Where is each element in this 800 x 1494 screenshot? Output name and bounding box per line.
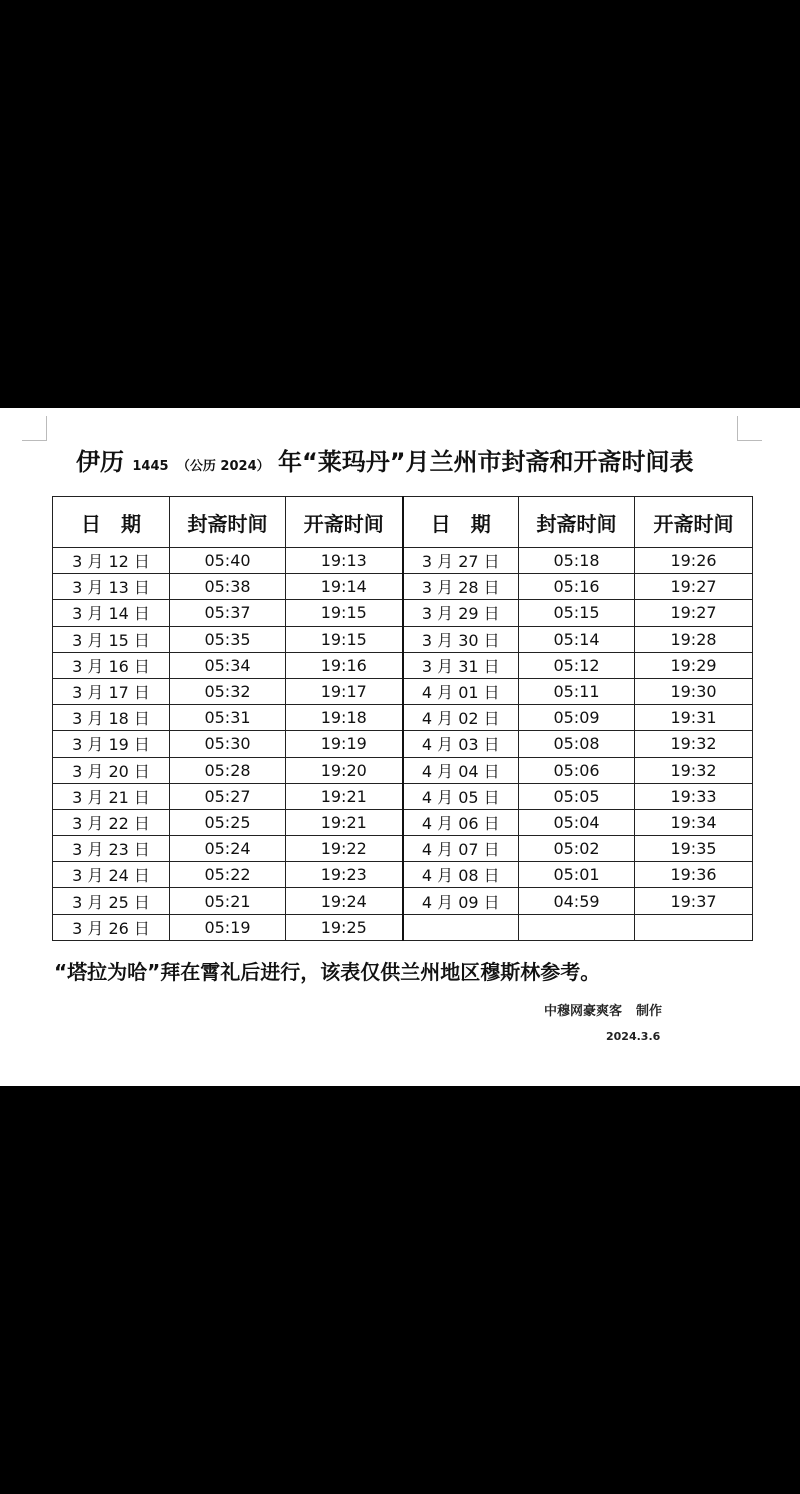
cell-suhoor-time: 05:25: [170, 809, 286, 835]
cell-iftar-time: 19:32: [635, 757, 753, 783]
table-row: [53, 888, 753, 914]
cell-date: 3 月 15 日: [53, 626, 170, 652]
cell-iftar-time: 19:30: [635, 678, 753, 704]
cell-suhoor-time: 05:21: [170, 888, 286, 914]
header-date: 日 期: [403, 497, 519, 548]
cell-suhoor-time: 05:04: [519, 809, 635, 835]
cell-iftar-time: 19:18: [286, 705, 403, 731]
cell-date: 3 月 27 日: [403, 548, 519, 574]
cell-suhoor-time: 05:06: [519, 757, 635, 783]
header-suhoor-time: 封斋时间: [170, 497, 286, 548]
cell-date: 3 月 17 日: [53, 678, 170, 704]
header-iftar-time: 开斋时间: [635, 497, 753, 548]
cell-suhoor-time: 05:28: [170, 757, 286, 783]
cell-iftar-time: 19:22: [286, 836, 403, 862]
cell-suhoor-time: 05:30: [170, 731, 286, 757]
cell-iftar-time: 19:27: [635, 600, 753, 626]
cell-suhoor-time: 04:59: [519, 888, 635, 914]
table-row: [53, 600, 753, 626]
table-row: [53, 678, 753, 704]
cell-suhoor-time: 05:32: [170, 678, 286, 704]
cell-suhoor-time: 05:12: [519, 652, 635, 678]
cell-iftar-time: 19:29: [635, 652, 753, 678]
cell-date: 4 月 08 日: [403, 862, 519, 888]
cell-date: 3 月 20 日: [53, 757, 170, 783]
cell-suhoor-time: 05:14: [519, 626, 635, 652]
table-row: [53, 809, 753, 835]
maker-action: 制作: [636, 1004, 663, 1019]
cell-date: 3 月 13 日: [53, 574, 170, 600]
cell-date: 4 月 09 日: [403, 888, 519, 914]
cell-suhoor-time: 05:02: [519, 836, 635, 862]
cell-date: 4 月 05 日: [403, 783, 519, 809]
cell-date: 3 月 29 日: [403, 600, 519, 626]
cell-date: 4 月 01 日: [403, 678, 519, 704]
title-gregorian: （公历 2024）: [176, 459, 270, 474]
cell-iftar-time: [635, 914, 753, 940]
prayer-note: “塔拉为哈”拜在霄礼后进行，该表仅供兰州地区穆斯林参考。: [54, 960, 601, 984]
header-date: 日 期: [53, 497, 170, 548]
cell-iftar-time: 19:26: [635, 548, 753, 574]
cell-iftar-time: 19:33: [635, 783, 753, 809]
cell-iftar-time: 19:15: [286, 600, 403, 626]
table-row: [53, 652, 753, 678]
cell-suhoor-time: 05:40: [170, 548, 286, 574]
cell-iftar-time: 19:36: [635, 862, 753, 888]
crop-mark-top-right: [737, 416, 762, 441]
cell-iftar-time: 19:32: [635, 731, 753, 757]
crop-mark-top-left: [22, 416, 47, 441]
maker-credit: [544, 1000, 662, 1019]
cell-suhoor-time: 05:19: [170, 914, 286, 940]
cell-date: 3 月 31 日: [403, 652, 519, 678]
cell-suhoor-time: 05:31: [170, 705, 286, 731]
cell-date: 4 月 06 日: [403, 809, 519, 835]
cell-date: 3 月 18 日: [53, 705, 170, 731]
table-row: [53, 914, 753, 940]
cell-date: 4 月 02 日: [403, 705, 519, 731]
cell-suhoor-time: 05:01: [519, 862, 635, 888]
cell-suhoor-time: 05:24: [170, 836, 286, 862]
cell-iftar-time: 19:35: [635, 836, 753, 862]
cell-suhoor-time: 05:15: [519, 600, 635, 626]
cell-iftar-time: 19:21: [286, 809, 403, 835]
header-suhoor-time: 封斋时间: [519, 497, 635, 548]
cell-date: 3 月 25 日: [53, 888, 170, 914]
fasting-schedule-table: [52, 496, 753, 941]
cell-date: 4 月 07 日: [403, 836, 519, 862]
cell-date: 3 月 23 日: [53, 836, 170, 862]
schedule-document: [0, 408, 800, 1086]
cell-iftar-time: 19:15: [286, 626, 403, 652]
cell-iftar-time: 19:28: [635, 626, 753, 652]
cell-suhoor-time: [519, 914, 635, 940]
cell-date: 3 月 21 日: [53, 783, 170, 809]
cell-iftar-time: 19:16: [286, 652, 403, 678]
cell-suhoor-time: 05:08: [519, 731, 635, 757]
cell-date: [403, 914, 519, 940]
cell-iftar-time: 19:20: [286, 757, 403, 783]
title-part2: 年“莱玛丹”月兰州市封斋和开斋时间表: [277, 448, 694, 476]
table-row: [53, 626, 753, 652]
title-hijri-year: 1445: [132, 459, 169, 474]
cell-date: 3 月 19 日: [53, 731, 170, 757]
cell-suhoor-time: 05:27: [170, 783, 286, 809]
cell-iftar-time: 19:24: [286, 888, 403, 914]
table-row: [53, 783, 753, 809]
cell-date: 4 月 03 日: [403, 731, 519, 757]
cell-date: 4 月 04 日: [403, 757, 519, 783]
cell-suhoor-time: 05:34: [170, 652, 286, 678]
table-row: [53, 836, 753, 862]
cell-suhoor-time: 05:22: [170, 862, 286, 888]
cell-date: 3 月 14 日: [53, 600, 170, 626]
cell-iftar-time: 19:31: [635, 705, 753, 731]
cell-date: 3 月 28 日: [403, 574, 519, 600]
maker-name: 中穆网豪爽客: [544, 1004, 623, 1019]
cell-date: 3 月 22 日: [53, 809, 170, 835]
cell-iftar-time: 19:37: [635, 888, 753, 914]
table-row: [53, 705, 753, 731]
publish-date: 2024.3.6: [606, 1030, 661, 1043]
table-row: [53, 548, 753, 574]
title-part1: 伊历: [76, 448, 124, 476]
cell-iftar-time: 19:27: [635, 574, 753, 600]
header-iftar-time: 开斋时间: [286, 497, 403, 548]
cell-date: 3 月 24 日: [53, 862, 170, 888]
table-row: [53, 574, 753, 600]
cell-suhoor-time: 05:05: [519, 783, 635, 809]
cell-iftar-time: 19:19: [286, 731, 403, 757]
cell-iftar-time: 19:34: [635, 809, 753, 835]
cell-date: 3 月 12 日: [53, 548, 170, 574]
cell-iftar-time: 19:25: [286, 914, 403, 940]
cell-suhoor-time: 05:37: [170, 600, 286, 626]
table-row: [53, 757, 753, 783]
document-title: [76, 444, 756, 480]
cell-date: 3 月 30 日: [403, 626, 519, 652]
cell-iftar-time: 19:13: [286, 548, 403, 574]
cell-suhoor-time: 05:11: [519, 678, 635, 704]
table-row: [53, 731, 753, 757]
cell-date: 3 月 26 日: [53, 914, 170, 940]
cell-suhoor-time: 05:38: [170, 574, 286, 600]
cell-suhoor-time: 05:35: [170, 626, 286, 652]
cell-iftar-time: 19:14: [286, 574, 403, 600]
cell-suhoor-time: 05:16: [519, 574, 635, 600]
cell-iftar-time: 19:17: [286, 678, 403, 704]
cell-iftar-time: 19:21: [286, 783, 403, 809]
table-row: [53, 862, 753, 888]
table-header-row: [53, 497, 753, 548]
cell-iftar-time: 19:23: [286, 862, 403, 888]
cell-suhoor-time: 05:09: [519, 705, 635, 731]
cell-date: 3 月 16 日: [53, 652, 170, 678]
cell-suhoor-time: 05:18: [519, 548, 635, 574]
